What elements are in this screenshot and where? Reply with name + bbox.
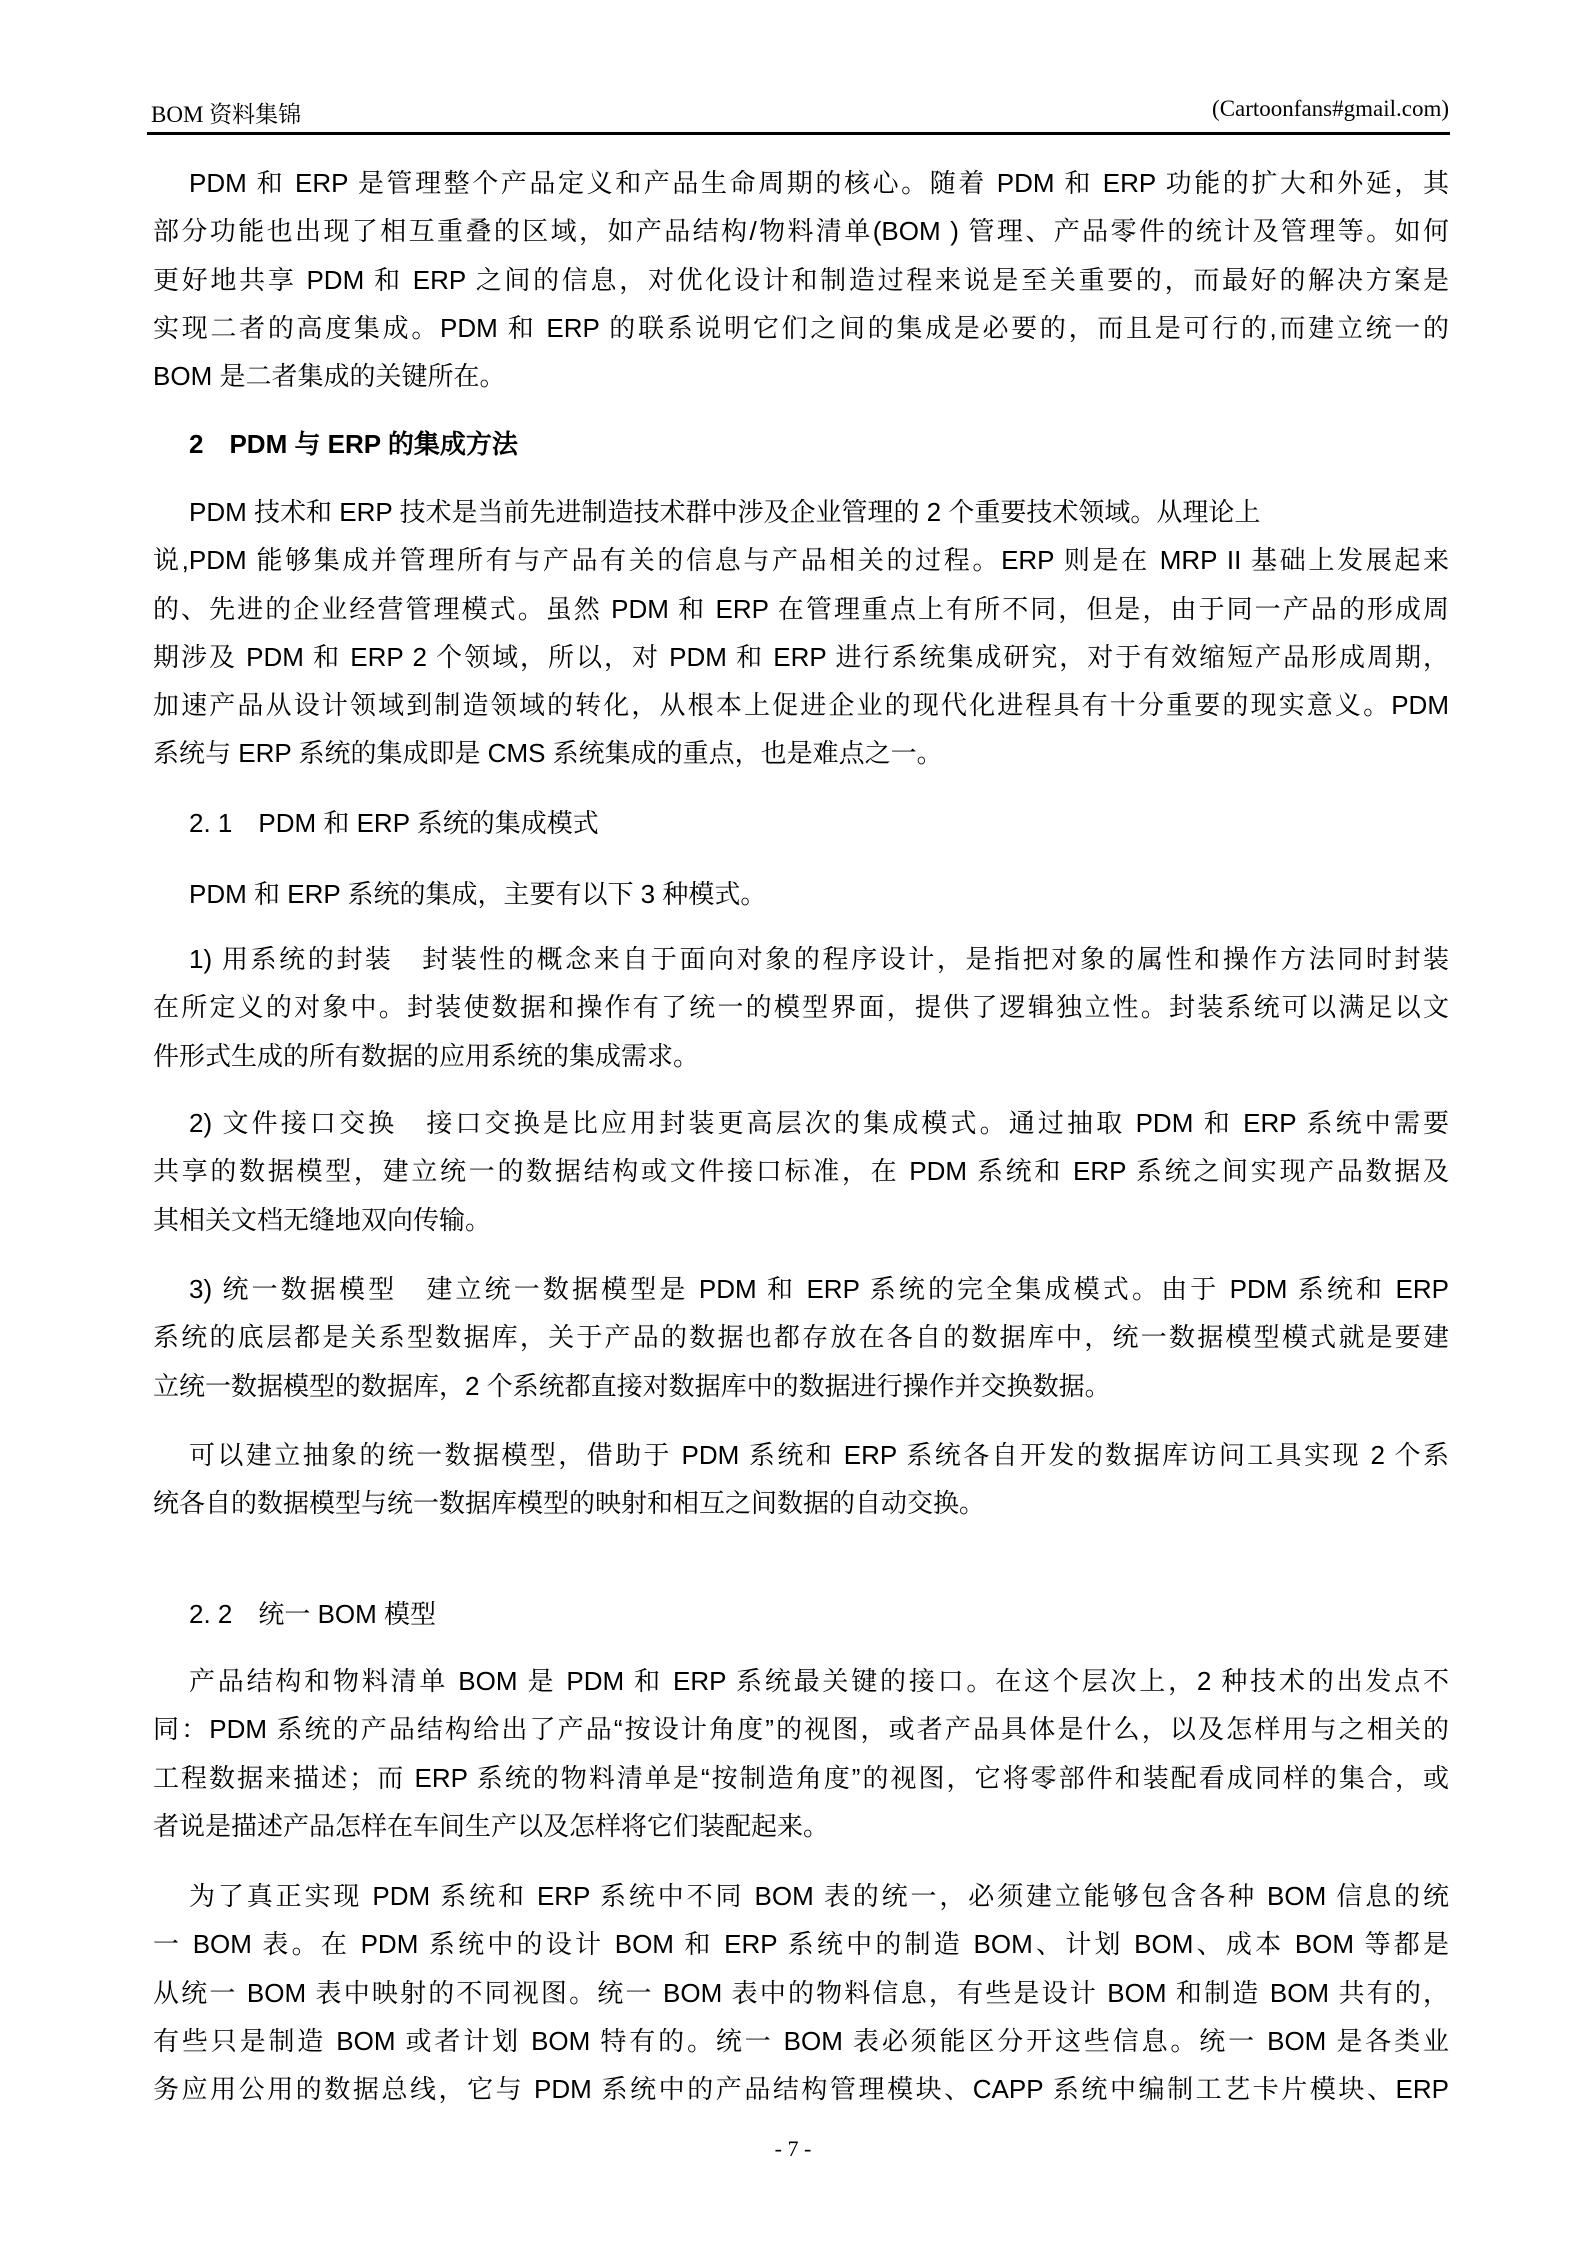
text-line: 产品结构和物料清单 BOM 是 PDM 和 ERP 系统最关键的接口。在这个层次上，2 种技术的出发点不 xyxy=(189,1666,1449,1696)
text-line: 在所定义的对象中。封装使数据和操作有了统一的模型界面，提供了逻辑独立性。封装系统可以满足以文 xyxy=(153,992,1449,1023)
text-line: 从统一 BOM 表中映射的不同视图。统一 BOM 表中的物料信息，有些是设计 BOM 和制造 BOM 共有的， xyxy=(153,1977,1449,2008)
text-line: PDM 和 ERP 是管理整个产品定义和产品生命周期的核心。随着 PDM 和 ERP 功能的扩大和外延，其 xyxy=(189,168,1449,198)
text-line: 件形式生成的所有数据的应用系统的集成需求。 xyxy=(153,1040,700,1071)
paragraph xyxy=(153,1265,1449,1410)
paragraph xyxy=(153,1657,1449,1850)
text-line: 务应用公用的数据总线，它与 PDM 系统中的产品结构管理模块、CAPP 系统中编制工艺卡片模块、ERP xyxy=(153,2074,1449,2105)
text-line: 的、先进的企业经营管理模式。虽然 PDM 和 ERP 在管理重点上有所不同，但是，由于同一产品的形成周 xyxy=(153,593,1449,624)
text-line: 其相关文档无缝地双向传输。 xyxy=(153,1204,492,1235)
text-line: 期涉及 PDM 和 ERP 2 个领域，所以，对 PDM 和 ERP 进行系统集成研究，对于有效缩短产品形成周期， xyxy=(153,641,1449,672)
text-line: BOM 是二者集成的关键所在。 xyxy=(153,361,506,392)
text-line: 实现二者的高度集成。PDM 和 ERP 的联系说明它们之间的集成是必要的，而且是可行的,而建立统一的 xyxy=(153,312,1449,343)
text-line: 工程数据来描述；而 ERP 系统的物料清单是“按制造角度”的视图，它将零部件和装配看成同样的集合，或 xyxy=(153,1762,1449,1793)
text-line: 2 PDM 与 ERP 的集成方法 xyxy=(189,429,518,459)
text-line: 系统的底层都是关系型数据库，关于产品的数据也都存放在各自的数据库中，统一数据模型模式就是要建 xyxy=(153,1322,1449,1353)
paragraph xyxy=(153,1431,1449,1528)
text-line: 有些只是制造 BOM 或者计划 BOM 特有的。统一 BOM 表必须能区分开这些信息。统一 BOM 是各类业 xyxy=(153,2025,1449,2056)
text-line: 说,PDM 能够集成并管理所有与产品有关的信息与产品相关的过程。ERP 则是在 MRP II 基础上发展起来 xyxy=(153,545,1449,576)
paragraph xyxy=(153,1872,1449,2113)
text-line: 同：PDM 系统的产品结构给出了产品“按设计角度”的视图，或者产品具体是什么，以及怎样用与之相关的 xyxy=(153,1714,1449,1745)
text-line: PDM 技术和 ERP 技术是当前先进制造技术群中涉及企业管理的 2 个重要技术领域。从理论上 xyxy=(189,497,1261,527)
text-line: 1) 用系统的封装 封装性的概念来自于面向对象的程序设计，是指把对象的属性和操作方法同时封装 xyxy=(189,944,1449,974)
text-line: PDM 和 ERP 系统的集成，主要有以下 3 种模式。 xyxy=(189,879,767,909)
paragraph xyxy=(153,935,1449,1080)
header-title: BOM 资料集锦 xyxy=(151,102,302,127)
text-line: 为了真正实现 PDM 系统和 ERP 系统中不同 BOM 表的统一，必须建立能够包含各种 BOM 信息的统 xyxy=(189,1881,1449,1911)
text-line: 3) 统一数据模型 建立统一数据模型是 PDM 和 ERP 系统的完全集成模式。由于 PDM 系统和 ERP xyxy=(189,1274,1449,1304)
text-line: 共享的数据模型，建立统一的数据结构或文件接口标准，在 PDM 系统和 ERP 系统之间实现产品数据及 xyxy=(153,1156,1449,1187)
header-email: (Cartoonfans#gmail.com) xyxy=(1212,96,1449,121)
text-line: 加速产品从设计领域到制造领域的转化，从根本上促进企业的现代化进程具有十分重要的现实意义。PDM xyxy=(153,690,1449,721)
section-heading xyxy=(153,1590,1449,1638)
text-line: 系统与 ERP 系统的集成即是 CMS 系统集成的重点，也是难点之一。 xyxy=(153,738,943,769)
text-line: 者说是描述产品怎样在车间生产以及怎样将它们装配起来。 xyxy=(153,1810,830,1841)
paragraph xyxy=(153,159,1449,400)
paragraph xyxy=(153,488,1449,778)
text-line: 更好地共享 PDM 和 ERP 之间的信息，对优化设计和制造过程来说是至关重要的，而最好的解决方案是 xyxy=(153,264,1449,295)
section-heading xyxy=(153,799,1449,847)
header-rule xyxy=(147,132,1450,135)
text-line: 统各自的数据模型与统一数据库模型的映射和相互之间数据的自动交换。 xyxy=(153,1488,986,1519)
text-line: 2. 1 PDM 和 ERP 系统的集成模式 xyxy=(189,808,599,838)
paragraph xyxy=(153,870,1449,918)
text-line: 一 BOM 表。在 PDM 系统中的设计 BOM 和 ERP 系统中的制造 BOM、计划 BOM、成本 BOM 等都是 xyxy=(153,1929,1449,1960)
section-heading xyxy=(153,420,1449,468)
text-line: 部分功能也出现了相互重叠的区域，如产品结构/物料清单(BOM ) 管理、产品零件的统计及管理等。如何 xyxy=(153,216,1449,247)
text-line: 2) 文件接口交换 接口交换是比应用封装更高层次的集成模式。通过抽取 PDM 和 ERP 系统中需要 xyxy=(189,1108,1449,1138)
page-number: - 7 - xyxy=(774,2136,812,2161)
text-line: 立统一数据模型的数据库，2 个系统都直接对数据库中的数据进行操作并交换数据。 xyxy=(153,1370,1111,1401)
text-line: 可以建立抽象的统一数据模型，借助于 PDM 系统和 ERP 系统各自开发的数据库访问工具实现 2 个系 xyxy=(189,1440,1449,1470)
paragraph xyxy=(153,1099,1449,1244)
text-line: 2. 2 统一 BOM 模型 xyxy=(189,1599,437,1629)
